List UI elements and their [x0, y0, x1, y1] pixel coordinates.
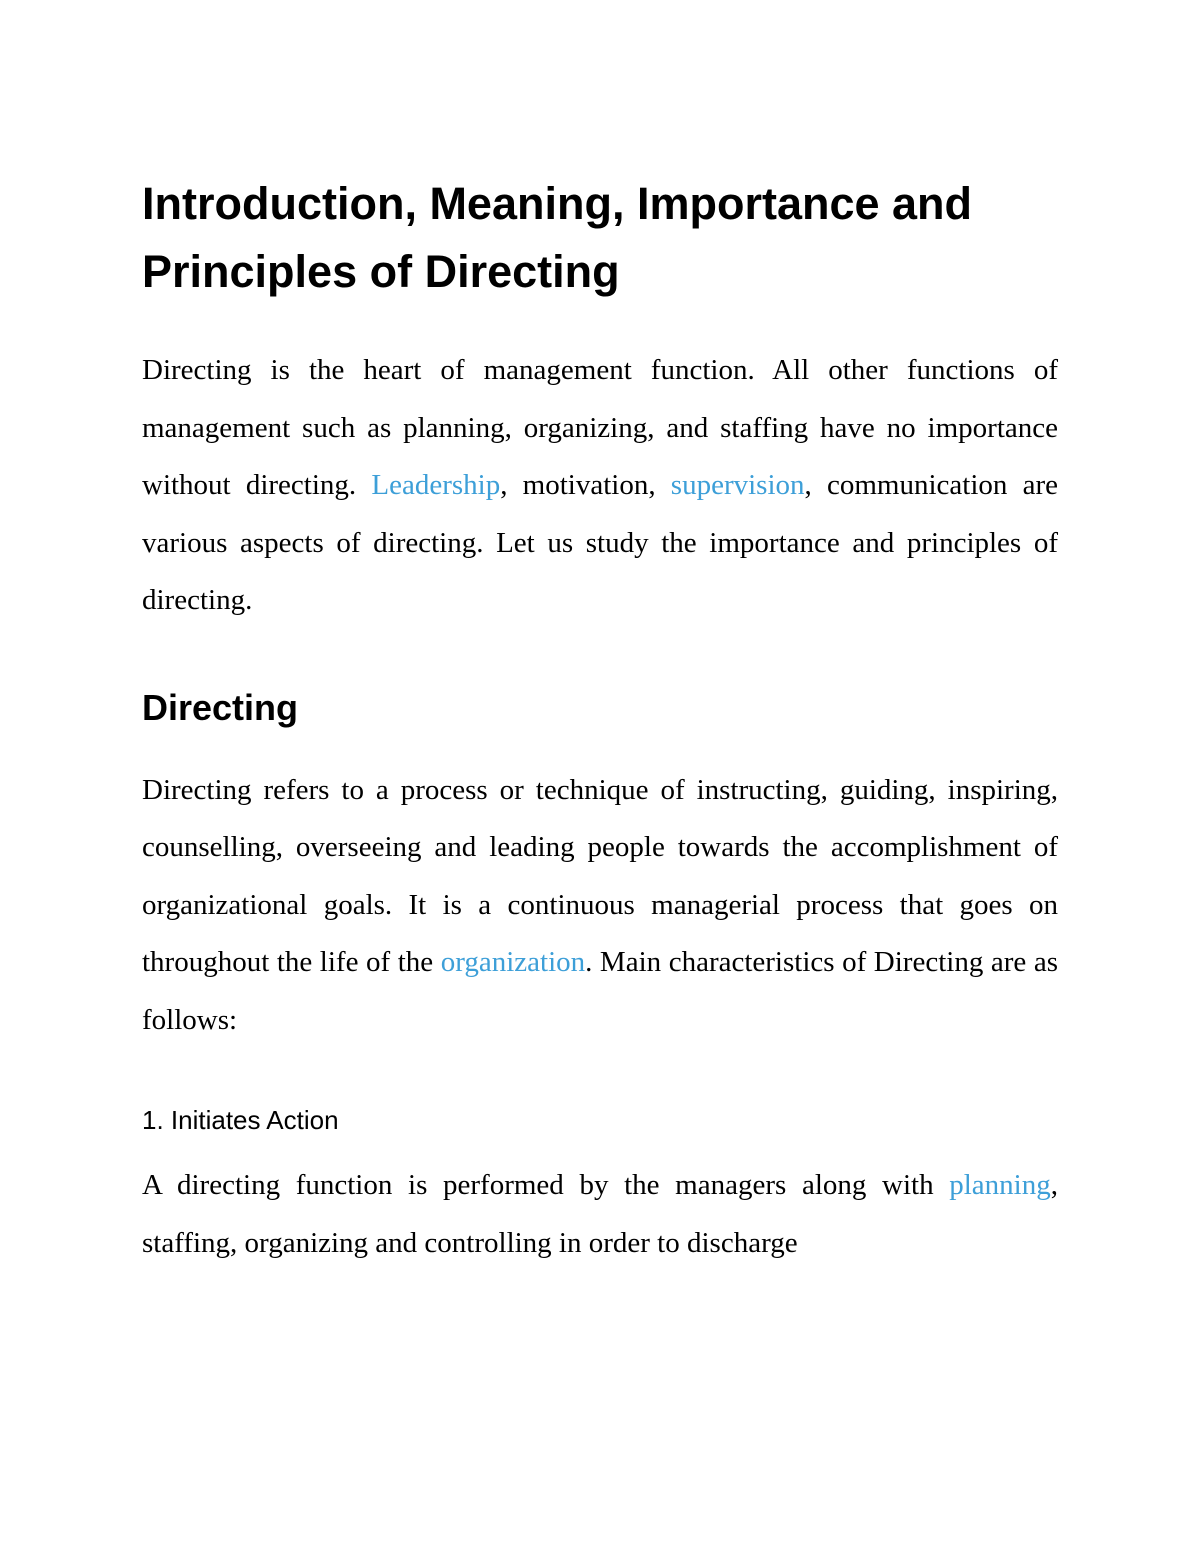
document-title: Introduction, Meaning, Importance and Principles of Directing — [142, 178, 973, 297]
supervision-link[interactable]: supervision — [670, 469, 805, 501]
intro-text-3: , communication are various aspects of directing. Let us study the importance and principles of directing. — [142, 469, 1058, 616]
subheading-initiates-action: 1. Initiates Action — [142, 1105, 339, 1135]
intro-paragraph — [142, 342, 1058, 630]
organization-link[interactable]: organization — [440, 946, 586, 978]
section-heading-directing: Directing — [142, 686, 299, 728]
initiates-paragraph — [142, 1157, 1058, 1272]
document-page — [142, 170, 1058, 1272]
planning-link[interactable]: planning — [949, 1169, 1051, 1201]
leadership-link[interactable]: Leadership — [371, 469, 501, 501]
intro-text-1: Directing is the heart of management function. All other functions of management such as planning, organizing, and staffing have no importance without directing. — [142, 354, 1058, 501]
directing-paragraph — [142, 762, 1058, 1050]
initiates-text-1: A directing function is performed by the managers along with — [142, 1169, 950, 1201]
initiates-text-2: , staffing, organizing and controlling in order to discharge — [142, 1169, 1058, 1259]
directing-text-2: . Main characteristics of Directing are as follows: — [142, 946, 1058, 1036]
directing-text-1: Directing refers to a process or technique of instructing, guiding, inspiring, counselling, overseeing and leading people towards the accomplishment of organizational goals. It is a continuous managerial process that goes on throughout the life of the — [142, 773, 1058, 978]
intro-text-2: , motivation, — [500, 469, 671, 501]
